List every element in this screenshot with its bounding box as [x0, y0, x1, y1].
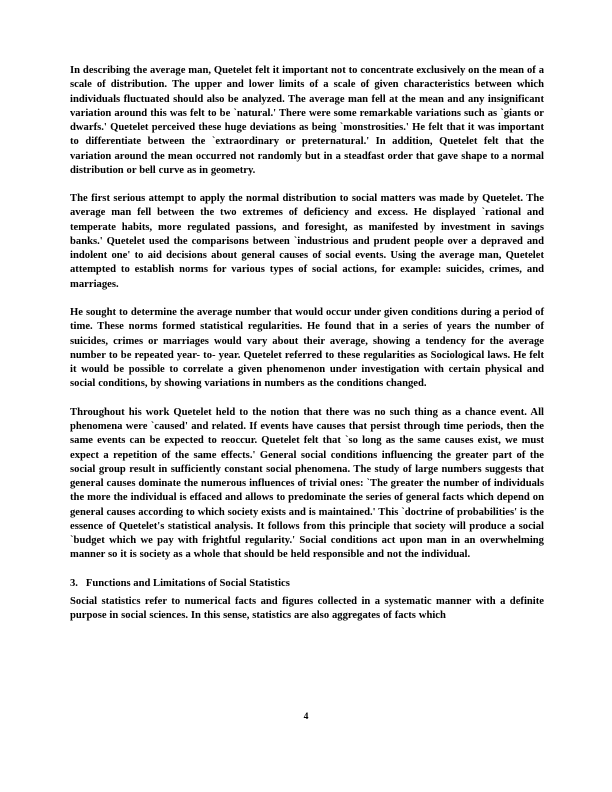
page-content	[70, 64, 544, 623]
page-number: 4	[303, 711, 309, 722]
body-paragraph-3: He sought to determine the average number that would occur under given conditions during a period of time. These norms formed statistical regularities. He found that in a series of years the number of suicides, crimes or marriages would vary about their average, showing a tendency for the average number to be repeated year- to- year. Quetelet referred to these regularities as Sociological laws. He felt it would be possible to correlate a given phenomenon under investigation with certain physical and social conditions, by showing variations in numbers as the conditions changed.	[70, 307, 544, 390]
section-3-paragraph: Social statistics refer to numerical facts and figures collected in a systematic manner with a definite purpose in social sciences. In this sense, statistics are also aggregates of facts which	[70, 595, 544, 621]
body-paragraph-4: Throughout his work Quetelet held to the notion that there was no such thing as a chance event. All phenomena were `caused' and related. If events have causes that persist through time periods, then the same events can be expected to reoccur. Quetelet felt that `so long as the same causes exist, we must expect a repetition of the same effects.' General social conditions influencing the greater part of the social group result in sufficiently constant social phenomena. The study of large numbers suggests that general causes dominate the numerous influences of trivial ones: `The greater the number of individuals the more the individual is effaced and allows to predominate the series of general facts which depend on general causes according to which society exists and is maintained.' This `doctrine of probabilities' is the essence of Quetelet's statistical analysis. It follows from this principle that society will produce a social `budget which we pay with frightful regularity.' Social conditions act upon man in an overwhelming manner so it is society as a whole that should be held responsible and not the individual.	[70, 406, 544, 561]
section-heading-3: 3. Functions and Limitations of Social Statistics	[70, 577, 290, 589]
section-3-block	[70, 577, 544, 623]
body-paragraph-1: In describing the average man, Quetelet felt it important not to concentrate exclusively on the mean of a scale of distribution. The upper and lower limits of a scale of given characteristics between which individuals fluctuated should also be analyzed. The average man fell at the mean and any insignificant variation around this was felt to be `natural.' There were some remarkable variations such as `giants or dwarfs.' Quetelet perceived these huge deviations as being `monstrosities.' He felt that it was important to differentiate between the `extraordinary or preternatural.' In addition, Quetelet felt that the variation around the mean occurred not randomly but in a steadfast order that gave shape to a normal distribution or bell curve as in geometry.	[70, 65, 544, 176]
body-paragraph-2: The first serious attempt to apply the normal distribution to social matters was made by Quetelet. The average man fell between the two extremes of deficiency and excess. He displayed `rational and temperate habits, more regulated passions, and foresight, as manifested by investment in savings banks.' Quetelet used the comparisons between `industrious and prudent people over a depraved and indolent one' to aid decisions about general causes of social events. Using the average man, Quetelet attempted to establish norms for various types of social actions, for example: suicides, crimes, and marriages.	[70, 193, 544, 290]
